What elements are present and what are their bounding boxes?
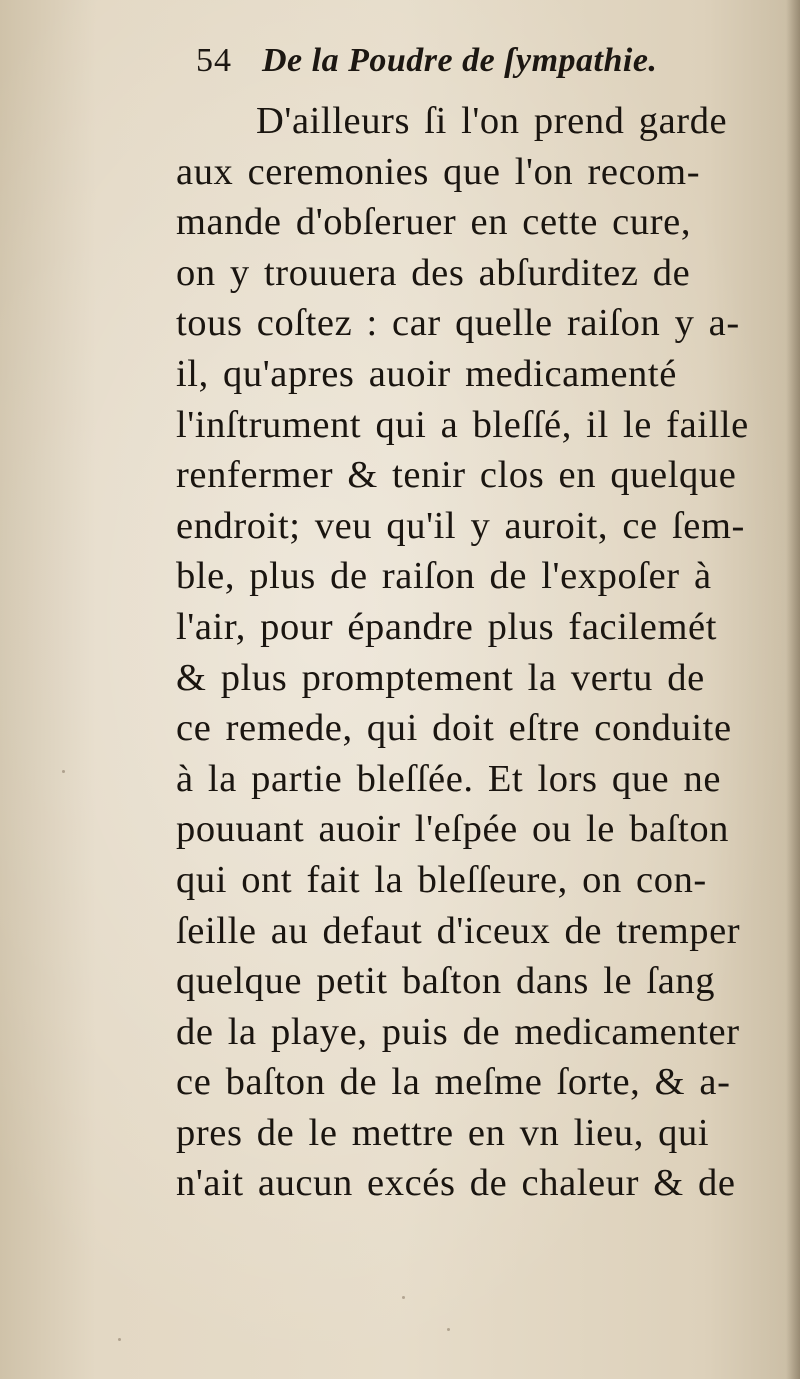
text-line: l'air, pour épandre plus facilemét <box>176 605 718 648</box>
text-line: pouuant auoir l'eſpée ou le baſton <box>176 808 730 851</box>
text-line: à la partie bleſſée. Et lors que ne <box>176 757 722 800</box>
text-line: on y trouuera des abſurditez de <box>176 251 691 294</box>
page-number: 54 <box>196 42 232 79</box>
text-line: ce baſton de la meſme ſorte, & a- <box>176 1061 731 1104</box>
page-edge-shadow <box>786 0 800 1379</box>
text-line: pres de le mettre en vn lieu, qui <box>176 1111 710 1154</box>
paper-speck <box>402 1296 405 1299</box>
text-line: quelque petit baſton dans le ſang <box>176 960 716 1003</box>
text-line: renfermer & tenir clos en quelque <box>176 454 737 497</box>
text-line: aux ceremonies que l'on recom- <box>176 150 701 193</box>
text-line: ce remede, qui doit eſtre conduite <box>176 707 732 750</box>
text-line: D'ailleurs ſi l'on prend garde <box>256 100 728 142</box>
body-text <box>176 96 800 1209</box>
text-line: ſeille au defaut d'iceux de tremper <box>176 909 741 952</box>
text-line: endroit; veu qu'il y auroit, ce ſem- <box>176 504 745 547</box>
text-line: tous coſtez : car quelle raiſon y a- <box>176 302 740 345</box>
text-line: qui ont fait la bleſſeure, on con- <box>176 858 707 901</box>
running-title: De la Poudre de ſympathie. <box>262 42 658 79</box>
paper-speck <box>62 770 65 773</box>
text-line: ble, plus de raiſon de l'expoſer à <box>176 555 712 598</box>
text-line: l'inſtrument qui a bleſſé, il le faille <box>176 403 749 446</box>
text-line: il, qu'apres auoir medicamenté <box>176 352 677 395</box>
text-line: & plus promptement la vertu de <box>176 656 705 699</box>
text-line: de la playe, puis de medicamenter <box>176 1010 740 1053</box>
text-line: mande d'obſeruer en cette cure, <box>176 201 692 244</box>
paper-speck <box>118 1338 121 1341</box>
text-line: n'ait aucun excés de chaleur & de <box>176 1162 736 1205</box>
paper-speck <box>447 1328 450 1331</box>
page-header <box>196 42 657 90</box>
